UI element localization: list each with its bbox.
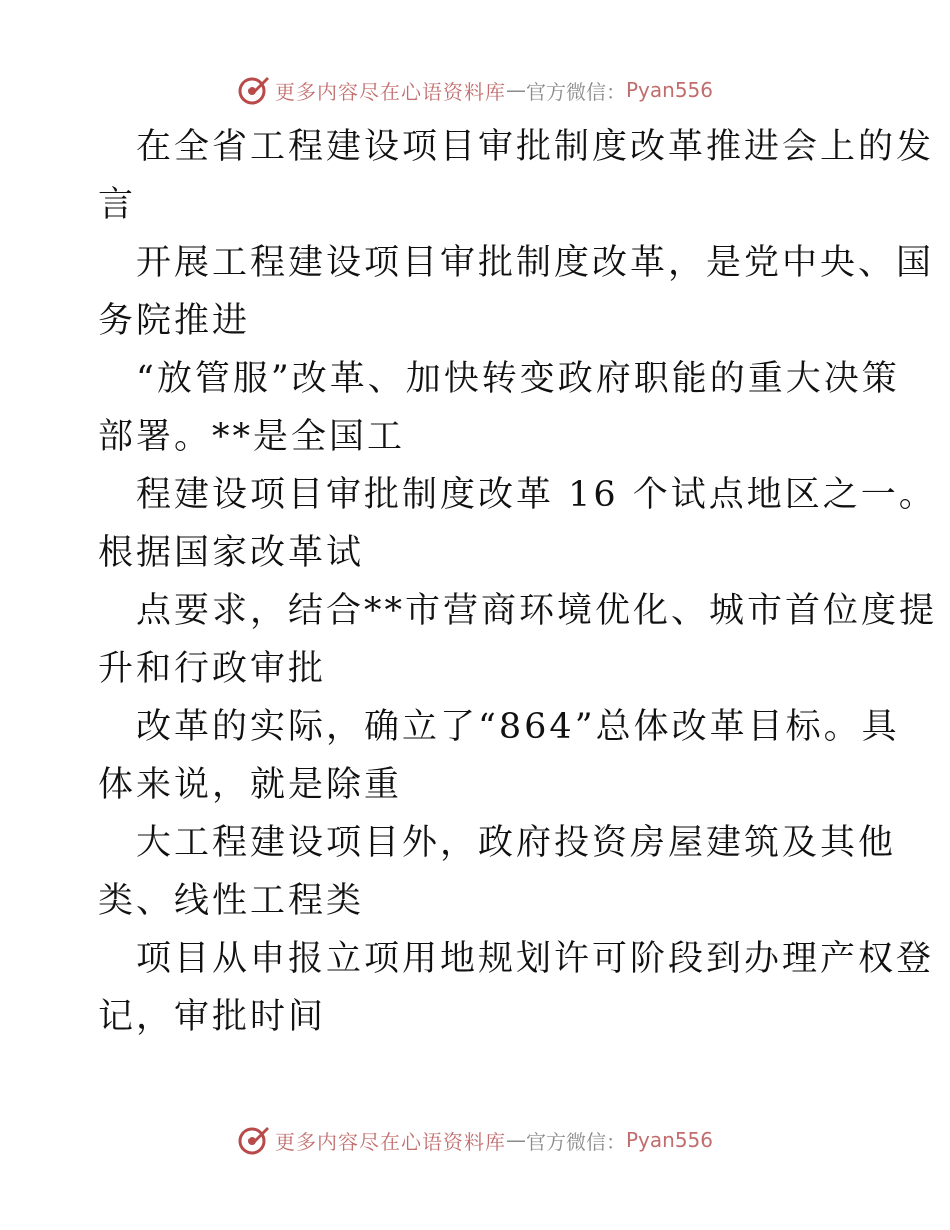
watermark-dash: —	[505, 1128, 526, 1152]
watermark-label: 官方微信：	[525, 79, 626, 104]
watermark-label: 官方微信：	[525, 1129, 626, 1154]
paragraph-line: 类、线性工程类	[98, 881, 365, 921]
paragraph-line: 言	[98, 185, 137, 225]
paragraph-line: 升和行政审批	[98, 649, 327, 689]
paragraph-line: 程建设项目审批制度改革 16 个试点地区之一。	[136, 475, 937, 515]
paragraph-line: 改革的实际，确立了“864”总体改革目标。具	[136, 707, 900, 747]
paragraph	[98, 466, 937, 582]
paragraph-line: 根据国家改革试	[98, 533, 365, 573]
paragraph-line: 大工程建设项目外，政府投资房屋建筑及其他	[136, 823, 897, 863]
paragraph-line: 体来说，就是除重	[98, 765, 403, 805]
paragraph-line: 在全省工程建设项目审批制度改革推进会上的发	[136, 127, 935, 167]
paragraph	[98, 930, 935, 1046]
paragraph-line: 项目从申报立项用地规划许可阶段到办理产权登	[136, 939, 935, 979]
header-watermark	[0, 70, 950, 110]
paragraph-line: “放管服”改革、加快转变政府职能的重大决策	[136, 359, 900, 399]
paragraph-line: 务院推进	[98, 301, 251, 341]
paragraph	[98, 814, 897, 930]
watermark-text: 更多内容尽在心语资料库	[274, 79, 506, 104]
pen-logo-icon	[237, 1123, 271, 1157]
paragraph	[98, 698, 900, 814]
watermark-text: 更多内容尽在心语资料库	[274, 1129, 506, 1154]
paragraph-line: 部署。**是全国工	[98, 417, 406, 457]
document-body	[98, 118, 938, 1046]
paragraph	[98, 582, 938, 698]
footer-watermark	[0, 1120, 950, 1160]
paragraph	[98, 350, 900, 466]
watermark-wechat-id: Pyan556	[625, 1128, 713, 1152]
watermark-wechat-id: Pyan556	[625, 78, 713, 102]
pen-logo-icon	[237, 73, 271, 107]
paragraph-line: 开展工程建设项目审批制度改革，是党中央、国	[136, 243, 935, 283]
watermark-dash: —	[505, 78, 526, 102]
paragraph-line: 记，审批时间	[98, 997, 327, 1037]
paragraph-line: 点要求，结合**市营商环境优化、城市首位度提	[136, 591, 938, 631]
paragraph	[98, 118, 935, 234]
paragraph	[98, 234, 935, 350]
